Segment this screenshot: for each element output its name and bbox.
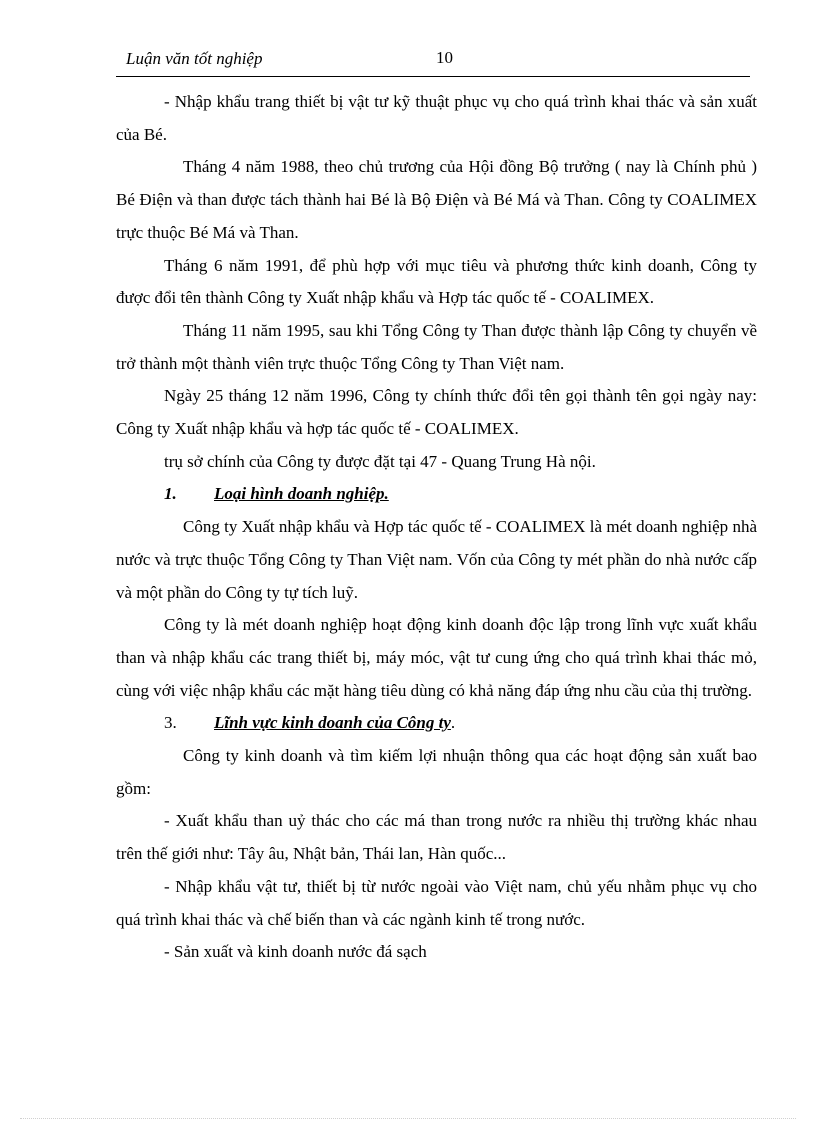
page-number: 10 [436,48,453,67]
page-bottom-divider [20,1118,796,1119]
paragraph-1995: Tháng 11 năm 1995, sau khi Tổng Công ty Than được thành lập Công ty chuyển về trở thành một thành viên trực thuộc Tổng Công ty Than Việt nam. [116,320,757,373]
paragraph-1991: Tháng 6 năm 1991, để phù hợp với mục tiêu và phương thức kinh doanh, Công ty được đổi tên thành Công ty Xuất nhập khẩu và Hợp tác quốc tế - COALIMEX. [116,255,757,308]
section-title: Lĩnh vực kinh doanh của Công ty [214,713,451,733]
header-title: Luận văn tốt nghiệp [126,49,263,68]
paragraph-headquarters: trụ sở chính của Công ty được đặt tại 47 - Quang Trung Hà nội. [164,451,596,471]
section-number: 3. [164,713,177,733]
paragraph-1988: Tháng 4 năm 1988, theo chủ trương của Hội đồng Bộ trưởng ( nay là Chính phủ ) Bé Điện và than được tách thành hai Bé là Bộ Điện và Bé Má và Than. Công ty COALIMEX trực thuộc Bé Má và Than. [116,157,757,242]
section-heading-business-field [116,707,757,740]
section-title: Loại hình doanh nghiệp. [214,484,389,504]
section-title-period: . [450,713,456,733]
paragraph-business-activities: Công ty kinh doanh và tìm kiếm lợi nhuận thông qua các hoạt động sản xuất bao gồm: [116,746,757,798]
paragraph-clean-ice: - Sản xuất và kinh doanh nước đá sạch [164,942,427,962]
paragraph-coal-export: - Xuất khẩu than uỷ thác cho các má than trong nước ra nhiều thị trường khác nhau trên thế giới như: Tây âu, Nhật bản, Thái lan, Hàn quốc... [116,811,757,864]
page-header [116,46,750,77]
paragraph-1996: Ngày 25 tháng 12 năm 1996, Công ty chính thức đổi tên gọi thành tên gọi ngày nay: Công ty Xuất nhập khẩu và hợp tác quốc tế - COALIMEX. [116,386,757,439]
body-text [116,86,757,969]
paragraph-material-import: - Nhập khẩu vật tư, thiết bị từ nước ngoài vào Việt nam, chủ yếu nhằm phục vụ cho quá trình khai thác và chế biến than và các ngành kinh tế trong nước. [116,876,757,929]
paragraph-import-equipment: - Nhập khẩu trang thiết bị vật tư kỹ thuật phục vụ cho quá trình khai thác và sản xuất của Bé. [116,92,757,144]
paragraph-independent-business: Công ty là mét doanh nghiệp hoạt động kinh doanh độc lập trong lĩnh vực xuất khẩu than và nhập khẩu các trang thiết bị, máy móc, vật tư cung ứng cho quá trình khai thác mỏ, cùng với việc nhập khẩu các mặt hàng tiêu dùng có khả năng đáp ứng nhu cầu của thị trường. [116,615,757,700]
paragraph-enterprise: Công ty Xuất nhập khẩu và Hợp tác quốc tế - COALIMEX là mét doanh nghiệp nhà nước và trực thuộc Tổng Công ty Than Việt nam. Vốn của Công ty mét phần do nhà nước cấp và một phần do Công ty tự tích luỹ. [116,517,757,602]
section-heading-enterprise-type [116,478,757,511]
section-number: 1. [164,484,177,504]
